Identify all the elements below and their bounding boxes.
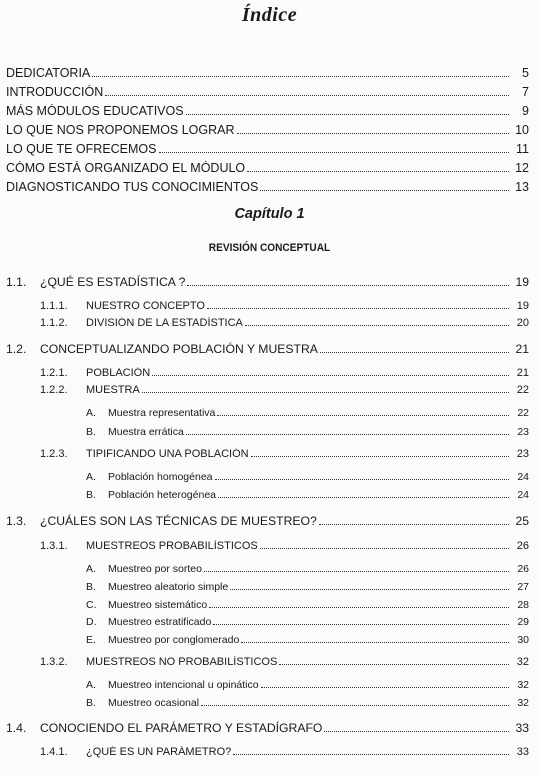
toc-entry-label: Muestreo aleatorio simple <box>108 581 229 593</box>
toc-page-number: 10 <box>515 123 529 137</box>
toc-entry-number: B. <box>86 489 96 501</box>
toc-entry-number: 1.1.1. <box>40 300 68 312</box>
chapter-heading: Capítulo 1 <box>234 206 305 222</box>
toc-entry-number: D. <box>86 616 97 628</box>
toc-page-number: 32 <box>517 679 529 691</box>
toc-entry-label: Muestra errática <box>108 426 184 438</box>
toc-entry-1-2[interactable] <box>6 342 529 356</box>
dot-leader <box>241 634 509 643</box>
toc-entry-number: B. <box>86 697 96 709</box>
toc-entry-introduccion[interactable] <box>6 85 529 99</box>
section-heading: REVISIÓN CONCEPTUAL <box>208 242 331 254</box>
toc-entry-label: ¿QUÉ ES UN PARÁMETRO? <box>86 746 232 758</box>
toc-page-number: 19 <box>516 300 529 312</box>
dot-leader <box>319 515 509 525</box>
toc-page-number: 23 <box>517 426 529 438</box>
toc-page-number: 29 <box>517 616 529 628</box>
toc-entry-lo-que-nos-proponemos[interactable] <box>6 123 529 137</box>
dot-leader <box>261 679 509 688</box>
toc-entry-label: Población homogénea <box>108 471 213 483</box>
toc-page-number: 24 <box>517 489 529 501</box>
toc-page-number: 19 <box>515 275 529 289</box>
dot-leader <box>186 426 509 435</box>
toc-entry-1-3-1-b[interactable] <box>86 581 529 593</box>
toc-entry-label: ¿CUÁLES SON LAS TÉCNICAS DE MUESTREO? <box>40 514 317 528</box>
toc-entry-label: CONOCIENDO EL PARÁMETRO Y ESTADÍGRAFO <box>40 721 323 735</box>
dot-leader <box>260 540 509 549</box>
dot-leader <box>207 300 509 309</box>
dot-leader <box>260 181 509 191</box>
toc-page-number: 32 <box>516 656 529 668</box>
toc-entry-label: Muestreo ocasional <box>108 697 200 709</box>
toc-entry-number: 1.2.1. <box>40 367 68 379</box>
toc-page-number: 27 <box>517 581 529 593</box>
dot-leader <box>237 124 509 134</box>
toc-entry-number: B. <box>86 581 96 593</box>
dot-leader <box>152 367 509 376</box>
dot-leader <box>217 407 509 416</box>
toc-entry-1-2-2[interactable] <box>40 384 529 396</box>
toc-entry-1-3-1-a[interactable] <box>86 563 529 575</box>
toc-entry-label: Muestreo por sorteo <box>108 563 202 575</box>
toc-entry-label: CÓMO ESTÁ ORGANIZADO EL MÓDULO <box>6 161 246 175</box>
toc-entry-1-3-1-e[interactable] <box>86 634 529 646</box>
toc-entry-number: 1.1. <box>6 275 27 289</box>
dot-leader <box>251 448 509 457</box>
toc-entry-number: A. <box>86 563 96 575</box>
dot-leader <box>209 599 509 608</box>
toc-page-number: 21 <box>516 367 529 379</box>
dot-leader <box>215 471 510 480</box>
toc-entry-como-esta-organizado[interactable] <box>6 161 529 175</box>
toc-entry-1-3-1[interactable] <box>40 540 529 552</box>
toc-page-number: 28 <box>517 599 529 611</box>
toc-page-number: 25 <box>515 514 529 528</box>
index-title: Índice <box>241 4 298 26</box>
toc-entry-number: B. <box>86 426 96 438</box>
toc-entry-label: LO QUE NOS PROPONEMOS LOGRAR <box>6 123 235 137</box>
toc-page-number: 33 <box>516 746 529 758</box>
toc-entry-diagnosticando[interactable] <box>6 180 529 194</box>
toc-page-number: 22 <box>517 407 529 419</box>
dot-leader <box>245 317 509 326</box>
toc-page-number: 7 <box>522 85 529 99</box>
toc-entry-number: 1.3.1. <box>40 540 68 552</box>
toc-entry-number: 1.1.2. <box>40 317 68 329</box>
toc-entry-label: MÁS MÓDULOS EDUCATIVOS <box>6 104 184 118</box>
toc-entry-label: Población heterogénea <box>108 489 217 501</box>
toc-entry-label: LO QUE TE OFRECEMOS <box>6 142 157 156</box>
toc-entry-label: DIVISIÓN DE LA ESTADÍSTICA <box>86 317 243 329</box>
toc-entry-1-1[interactable] <box>6 275 529 289</box>
toc-entry-label: ¿QUÉ ES ESTADÍSTICA ? <box>40 275 186 289</box>
toc-page-number: 26 <box>517 563 529 575</box>
toc-entry-number: 1.2.3. <box>40 448 68 460</box>
toc-entry-1-3-1-c[interactable] <box>86 599 529 611</box>
toc-entry-lo-que-te-ofrecemos[interactable] <box>6 142 529 156</box>
toc-entry-mas-modulos[interactable] <box>6 104 529 118</box>
toc-entry-1-2-2-a[interactable] <box>86 407 529 419</box>
toc-page-number: 11 <box>516 142 529 156</box>
toc-entry-label: Muestreo estratificado <box>108 616 212 628</box>
toc-entry-label: MUESTRA <box>86 384 140 396</box>
dot-leader <box>247 162 509 172</box>
toc-page-number: 21 <box>515 342 529 356</box>
toc-entry-number: 1.3.2. <box>40 656 68 668</box>
dot-leader <box>159 143 510 153</box>
dot-leader <box>92 67 509 77</box>
toc-entry-label: MUESTREOS PROBABILÍSTICOS <box>86 540 258 552</box>
toc-page-number: 20 <box>516 317 529 329</box>
toc-entry-label: Muestreo por conglomerado <box>108 634 240 646</box>
dot-leader <box>230 581 509 590</box>
dot-leader <box>105 86 509 96</box>
toc-entry-1-4[interactable] <box>6 721 529 735</box>
toc-entry-label: Muestreo sistemático <box>108 599 208 611</box>
toc-entry-1-2-2-b[interactable] <box>86 426 529 438</box>
toc-entry-number: 1.4. <box>6 721 27 735</box>
toc-entry-label: Muestra representativa <box>108 407 216 419</box>
dot-leader <box>324 722 509 732</box>
dot-leader <box>320 343 509 353</box>
toc-page-number: 33 <box>515 721 529 735</box>
toc-entry-label: Muestreo intencional u opinático <box>108 679 259 691</box>
toc-entry-label: MUESTREOS NO PROBABILÍSTICOS <box>86 656 278 668</box>
toc-page-number: 12 <box>515 161 529 175</box>
toc-entry-1-1-2[interactable] <box>40 317 529 329</box>
dot-leader <box>187 276 509 286</box>
toc-entry-label: POBLACIÓN <box>86 367 151 379</box>
toc-entry-1-3-2-a[interactable] <box>86 679 529 691</box>
toc-page-number: 26 <box>516 540 529 552</box>
toc-page-number: 9 <box>522 104 529 118</box>
toc-entry-1-2-3-b[interactable] <box>86 489 529 501</box>
toc-page-number: 23 <box>516 448 529 460</box>
toc-entry-number: 1.2. <box>6 342 27 356</box>
toc-entry-number: 1.4.1. <box>40 746 68 758</box>
toc-entry-number: 1.2.2. <box>40 384 68 396</box>
toc-entry-number: A. <box>86 471 96 483</box>
toc-page-number: 24 <box>517 471 529 483</box>
toc-entry-number: A. <box>86 407 96 419</box>
toc-page-number: 32 <box>517 697 529 709</box>
dot-leader <box>201 697 509 706</box>
dot-leader <box>204 563 509 572</box>
toc-entry-1-3-2-b[interactable] <box>86 697 529 709</box>
toc-entry-1-4-1[interactable] <box>40 746 529 758</box>
toc-page-number: 5 <box>522 66 529 80</box>
toc-entry-1-2-1[interactable] <box>40 367 529 379</box>
toc-entry-1-3-2[interactable] <box>40 656 529 668</box>
dot-leader <box>186 105 509 115</box>
toc-page-number: 13 <box>515 180 529 194</box>
toc-entry-label: DEDICATORIA <box>6 66 91 80</box>
dot-leader <box>218 489 509 498</box>
toc-entry-number: E. <box>86 634 96 646</box>
toc-entry-1-2-3[interactable] <box>40 448 529 460</box>
toc-entry-label: TIPIFICANDO UNA POBLACIÓN <box>86 448 249 460</box>
dot-leader <box>142 384 509 393</box>
dot-leader <box>233 746 509 755</box>
toc-page-number: 30 <box>517 634 529 646</box>
toc-entry-number: C. <box>86 599 97 611</box>
toc-entry-number: A. <box>86 679 96 691</box>
toc-entry-1-2-3-a[interactable] <box>86 471 529 483</box>
toc-entry-label: NUESTRO CONCEPTO <box>86 300 205 312</box>
toc-entry-label: CONCEPTUALIZANDO POBLACIÓN Y MUESTRA <box>40 342 318 356</box>
toc-page-number: 22 <box>516 384 529 396</box>
toc-entry-number: 1.3. <box>6 514 27 528</box>
toc-entry-1-3[interactable] <box>6 514 529 528</box>
toc-entry-dedicatoria[interactable] <box>6 66 529 80</box>
dot-leader <box>213 616 509 625</box>
toc-entry-1-3-1-d[interactable] <box>86 616 529 628</box>
toc-entry-1-1-1[interactable] <box>40 300 529 312</box>
dot-leader <box>279 656 509 665</box>
toc-entry-label: INTRODUCCIÓN <box>6 85 104 99</box>
toc-entry-label: DIAGNOSTICANDO TUS CONOCIMIENTOS <box>6 180 259 194</box>
